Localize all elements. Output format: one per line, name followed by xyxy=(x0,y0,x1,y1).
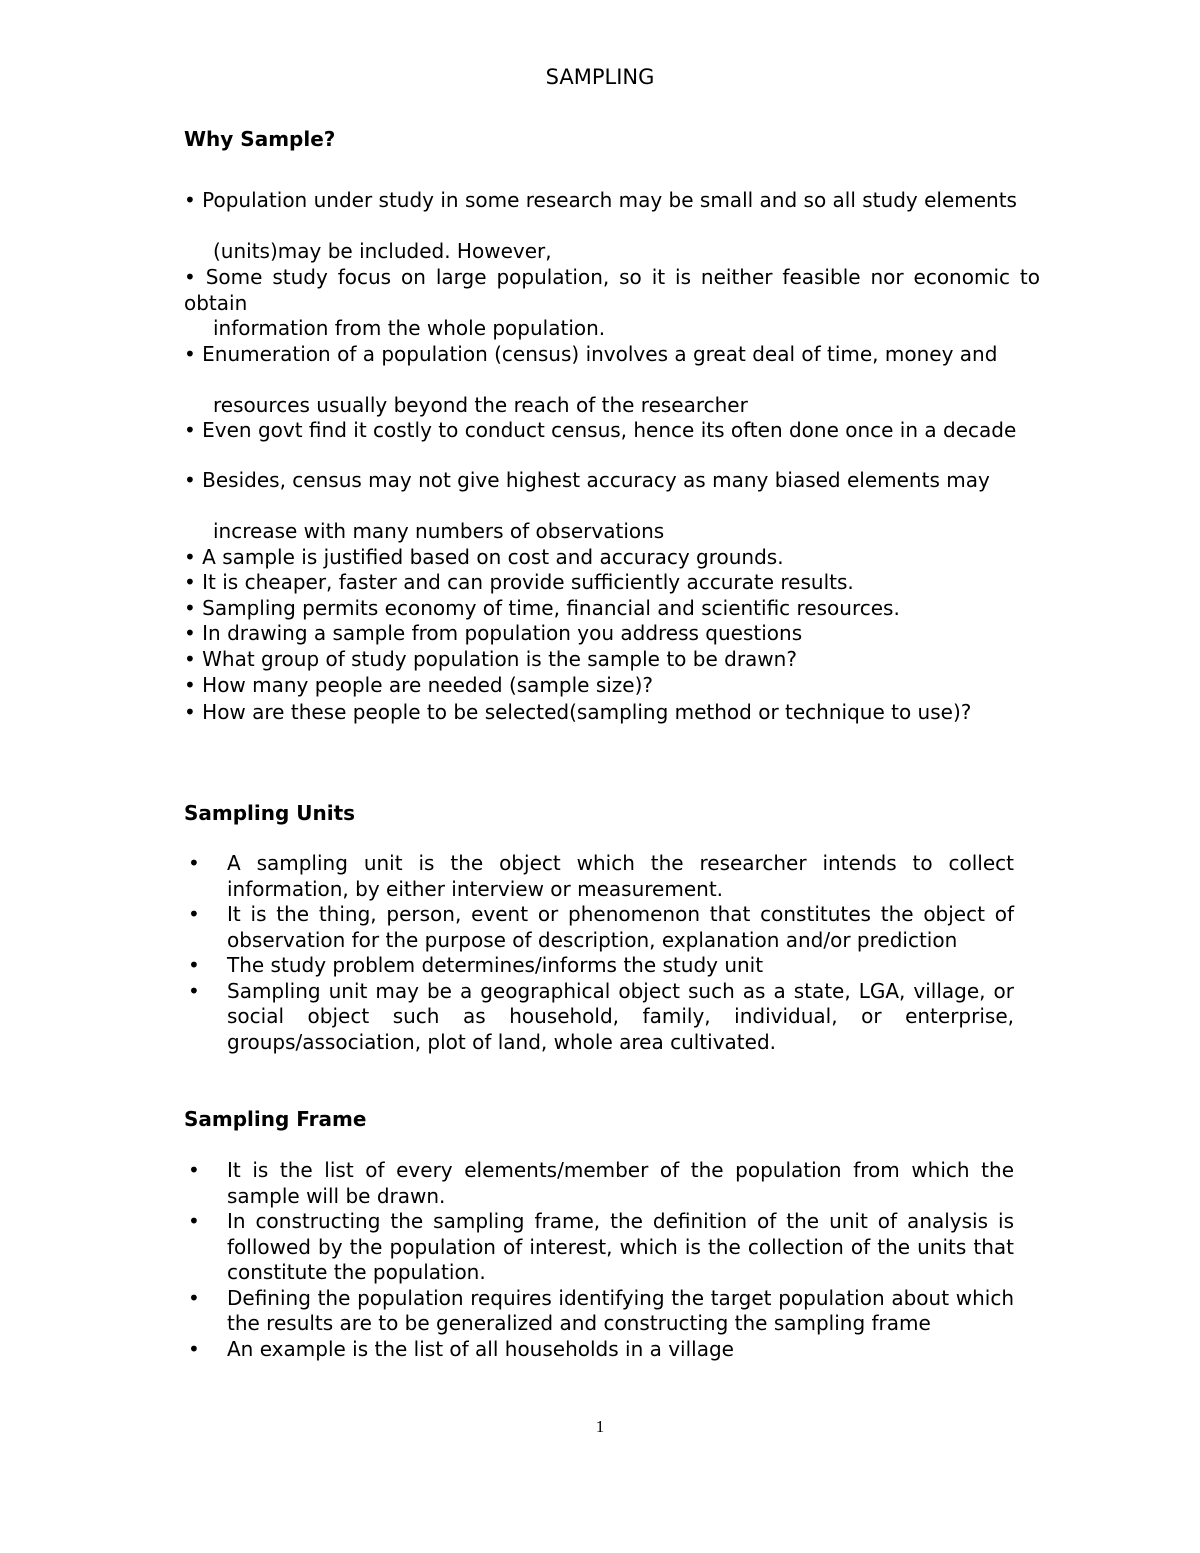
why-sample-point-2-continuation: information from the whole population. xyxy=(213,316,606,340)
list-item-text: A sampling unit is the object which the researcher intends to collect information, by either interview or measurement. xyxy=(227,851,1014,901)
why-sample-point-6: • A sample is justified based on cost and accuracy grounds. xyxy=(184,545,784,569)
why-sample-point-11: • How many people are needed (sample size)? xyxy=(184,673,654,697)
why-sample-point-2: • Some study focus on large population, so it is neither feasible nor economic to obtain xyxy=(184,265,1040,315)
why-sample-point-5-continuation: increase with many numbers of observations xyxy=(213,519,665,543)
bullet-icon: • xyxy=(188,978,200,1003)
list-item-text: In constructing the sampling frame, the definition of the unit of analysis is followed by the population of interest, which is the collection of the units that constitute the population. xyxy=(227,1209,1014,1284)
document-title: SAMPLING xyxy=(545,65,655,89)
list-item xyxy=(184,1209,1014,1286)
list-item-text: It is the list of every elements/member of the population from which the sample will be drawn. xyxy=(227,1158,1014,1208)
list-item xyxy=(184,1337,1014,1363)
sampling-units-list xyxy=(184,851,1014,1055)
why-sample-point-1-continuation: (units)may be included. However, xyxy=(213,239,552,263)
bullet-icon: • xyxy=(188,851,200,875)
why-sample-point-8: • Sampling permits economy of time, financial and scientific resources. xyxy=(184,596,900,620)
list-item xyxy=(184,902,1014,953)
list-item xyxy=(184,979,1014,1056)
list-item-text: Defining the population requires identifying the target population about which the results are to be generalized and constructing the sampling frame xyxy=(227,1285,1014,1335)
why-sample-point-3-continuation: resources usually beyond the reach of the researcher xyxy=(213,393,748,417)
sampling-frame-list xyxy=(184,1158,1014,1362)
list-item xyxy=(184,1158,1014,1209)
list-item xyxy=(184,851,1014,902)
list-item xyxy=(184,953,1014,979)
section-heading-sampling-frame: Sampling Frame xyxy=(184,1107,367,1131)
list-item-text: Sampling unit may be a geographical object such as a state, LGA, village, or social object such as household, family, individual, or enterprise, groups/association, plot of land, whole area cultivated. xyxy=(227,978,1014,1054)
list-item-text: The study problem determines/informs the study unit xyxy=(227,953,764,977)
why-sample-point-9: • In drawing a sample from population you address questions xyxy=(184,621,803,645)
bullet-icon: • xyxy=(188,1209,200,1233)
why-sample-point-12: • How are these people to be selected(sampling method or technique to use)? xyxy=(184,700,972,724)
bullet-icon: • xyxy=(188,1158,200,1182)
list-item-text: An example is the list of all households in a village xyxy=(227,1336,734,1361)
why-sample-point-7: • It is cheaper, faster and can provide sufficiently accurate results. xyxy=(184,570,854,594)
bullet-icon: • xyxy=(188,902,200,926)
why-sample-point-10: • What group of study population is the sample to be drawn? xyxy=(184,647,797,671)
section-heading-sampling-units: Sampling Units xyxy=(184,801,356,825)
why-sample-point-3: • Enumeration of a population (census) involves a great deal of time, money and xyxy=(184,342,998,366)
section-heading-why-sample: Why Sample? xyxy=(184,127,336,151)
bullet-icon: • xyxy=(188,1336,200,1361)
page-number: 1 xyxy=(595,1417,605,1436)
list-item xyxy=(184,1286,1014,1337)
bullet-icon: • xyxy=(188,953,200,977)
why-sample-point-5: • Besides, census may not give highest accuracy as many biased elements may xyxy=(184,468,990,492)
list-item-text: It is the thing, person, event or phenomenon that constitutes the object of observation for the purpose of description, explanation and/or prediction xyxy=(227,902,1014,952)
why-sample-point-1: • Population under study in some research may be small and so all study elements xyxy=(184,188,1017,212)
bullet-icon: • xyxy=(188,1285,200,1310)
why-sample-point-4: • Even govt find it costly to conduct census, hence its often done once in a decade xyxy=(184,418,1017,442)
